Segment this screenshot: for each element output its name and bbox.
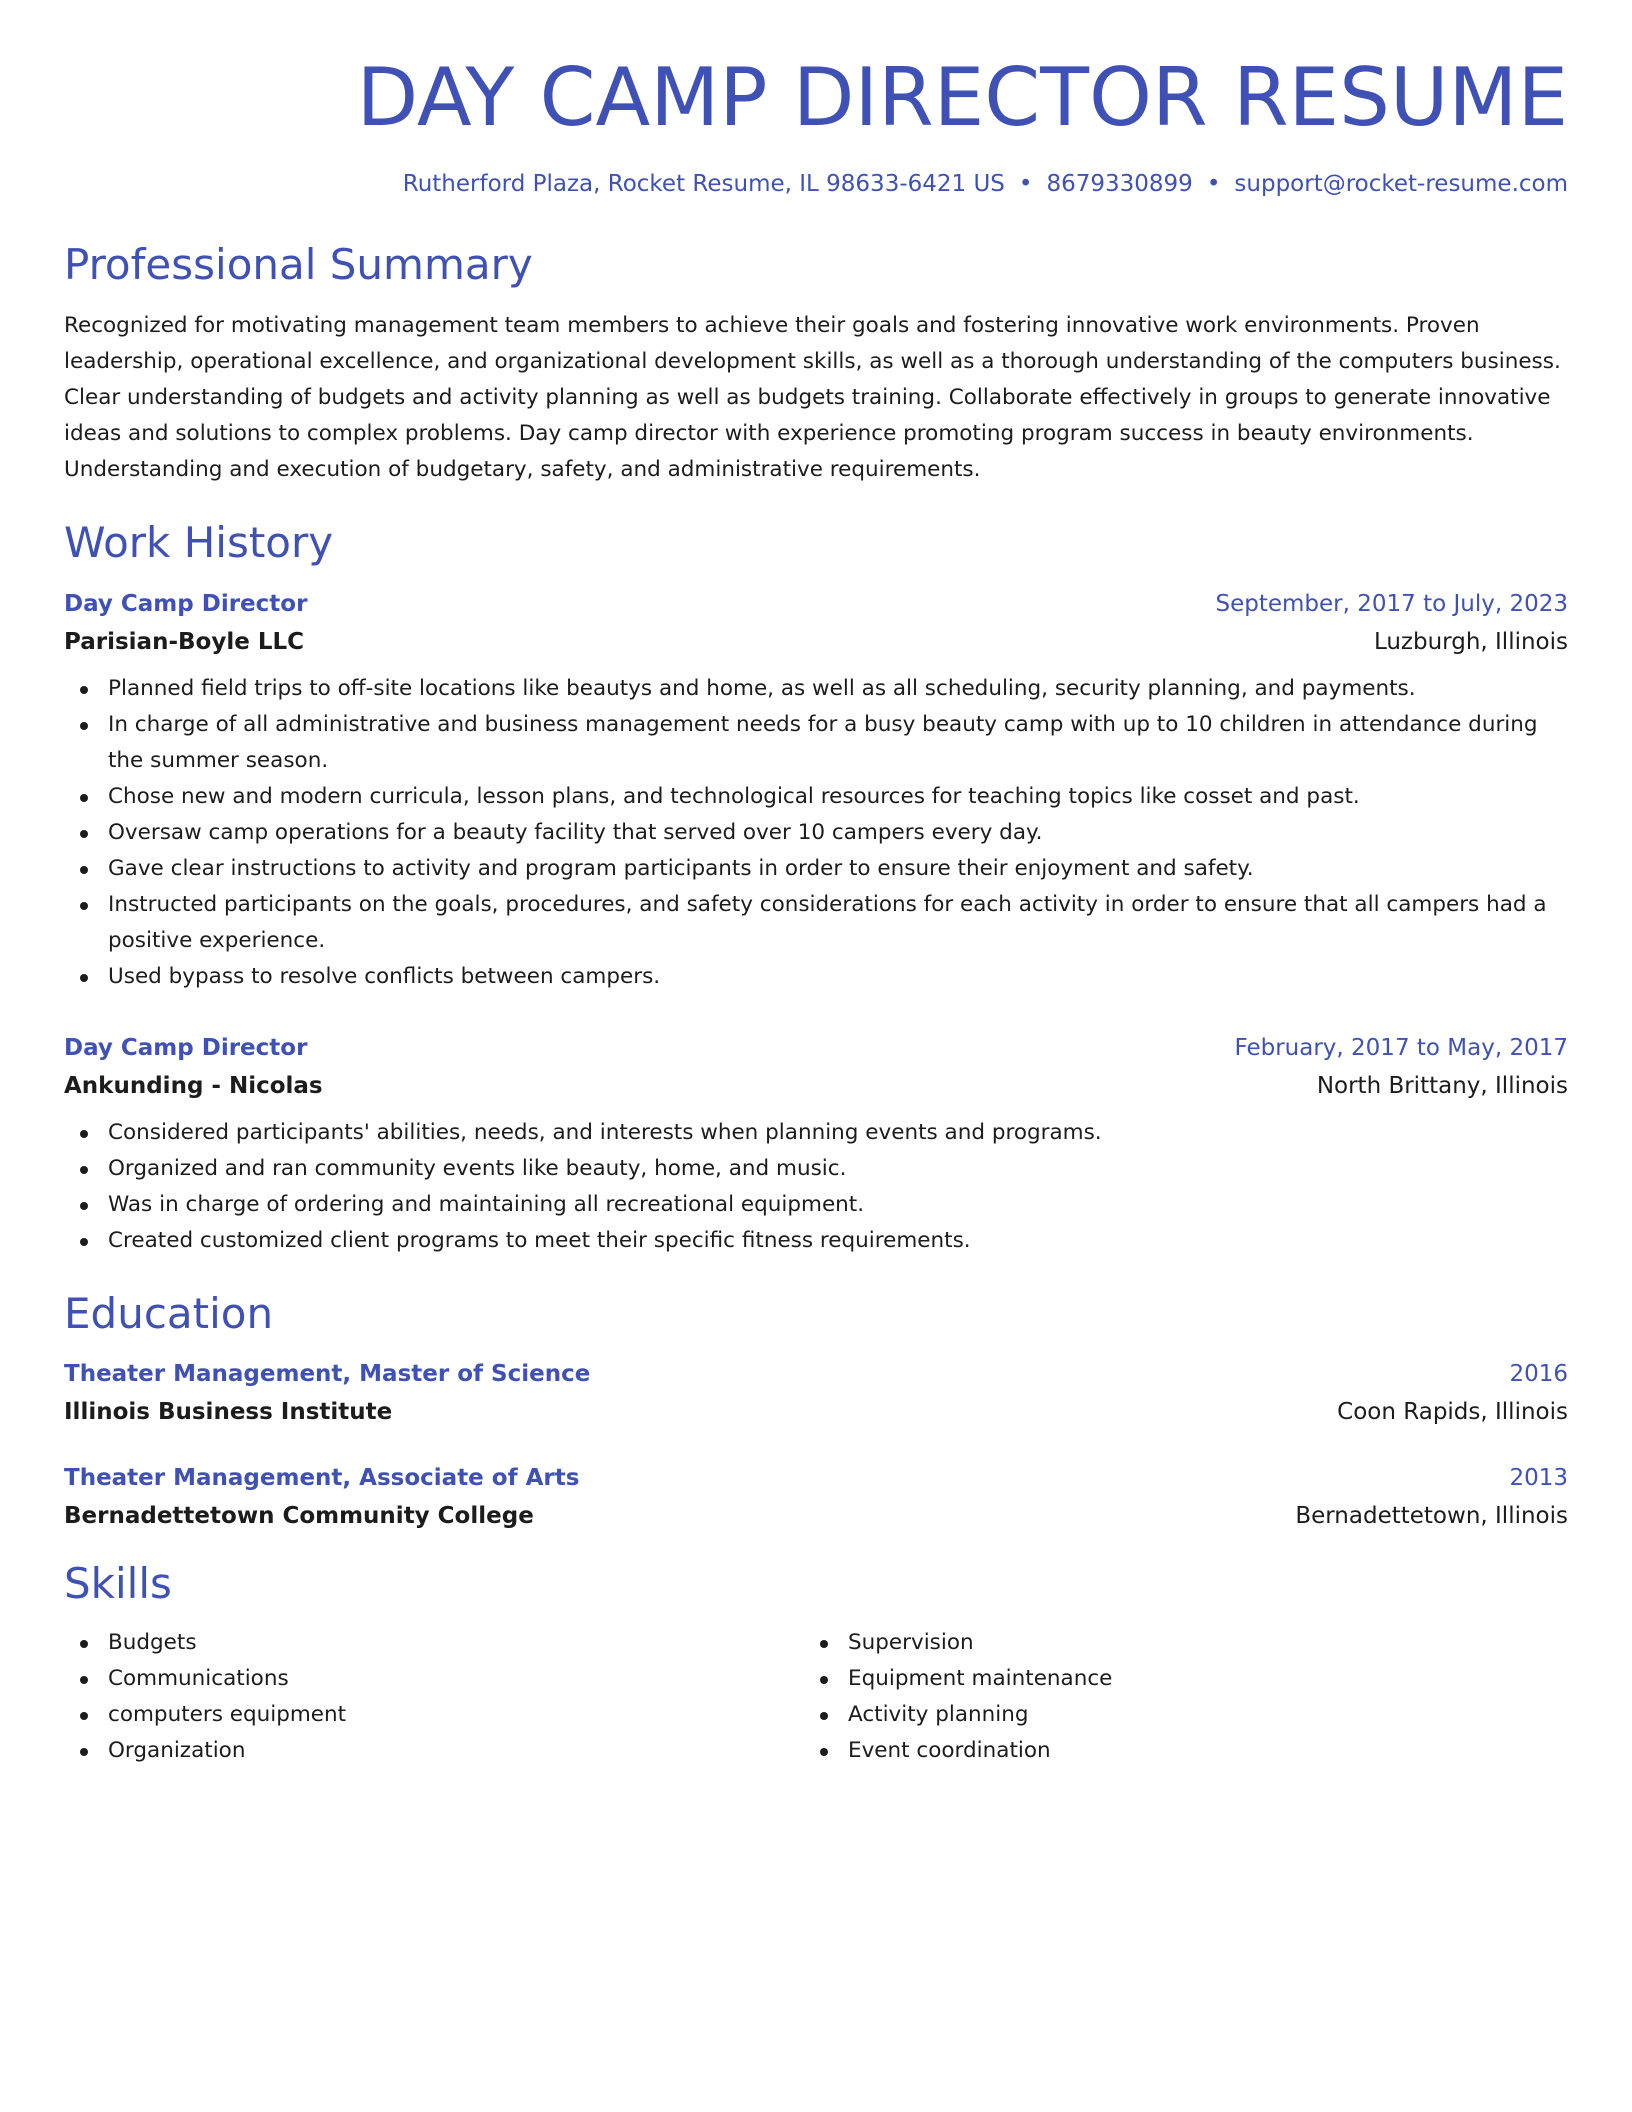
summary-text: Recognized for motivating management team members to achieve their goals and fostering innovative work environments. Proven leadership, operational excellence, and organizational development skills, as well as a thorough understanding of the computers business. Clear understanding of budgets and activity planning as well as budgets training. Collaborate effectively in groups to generate innovative ideas and solutions to complex problems. Day camp director with experience promoting program success in beauty environments. Understanding and execution of budgetary, safety, and administrative requirements. — [64, 313, 1561, 483]
work-history-heading: Work History — [64, 518, 334, 568]
skills-heading: Skills — [64, 1559, 172, 1609]
skill-item: Organization — [64, 1733, 804, 1769]
education-degree: Theater Management, Master of Science — [64, 1361, 591, 1388]
contact-separator: • — [1206, 171, 1221, 197]
resume-title: DAY CAMP DIRECTOR RESUME — [356, 51, 1568, 144]
education-year: 2016 — [1509, 1361, 1568, 1388]
job-bullet: Created customized client programs to meet their specific fitness requirements. — [64, 1223, 1568, 1259]
job-company: Parisian-Boyle LLC — [64, 628, 305, 655]
skill-item: Equipment maintenance — [804, 1661, 1544, 1697]
job-entry — [64, 1035, 1568, 1259]
education-school-row — [64, 1399, 1568, 1425]
job-location: Luzburgh, Illinois — [1373, 628, 1568, 655]
contact-separator: • — [1018, 171, 1033, 197]
skill-item: computers equipment — [64, 1697, 804, 1733]
job-bullets — [64, 671, 1568, 995]
job-title: Day Camp Director — [64, 590, 308, 617]
job-dates: February, 2017 to May, 2017 — [1234, 1034, 1568, 1061]
job-bullets — [64, 1115, 1568, 1259]
resume-header — [64, 52, 1568, 200]
education-entry — [64, 1465, 1568, 1529]
job-company: Ankunding - Nicolas — [64, 1072, 323, 1099]
education-year: 2013 — [1509, 1465, 1568, 1492]
skill-item: Budgets — [64, 1625, 804, 1661]
education-location: Bernadettetown, Illinois — [1295, 1503, 1568, 1530]
job-bullet: Was in charge of ordering and maintaining all recreational equipment. — [64, 1187, 1568, 1223]
job-bullet: Oversaw camp operations for a beauty facility that served over 10 campers every day. — [64, 815, 1568, 851]
education-degree-row — [64, 1361, 1568, 1387]
contact-phone[interactable]: 8679330899 — [1046, 171, 1193, 197]
job-bullet: In charge of all administrative and business management needs for a busy beauty camp with up to 10 children in attendance during the summer season. — [64, 707, 1568, 779]
job-bullet: Organized and ran community events like beauty, home, and music. — [64, 1151, 1568, 1187]
education-school: Illinois Business Institute — [64, 1399, 393, 1426]
job-entry — [64, 591, 1568, 995]
education-location: Coon Rapids, Illinois — [1337, 1399, 1568, 1426]
job-title-row — [64, 591, 1568, 617]
job-dates: September, 2017 to July, 2023 — [1215, 590, 1568, 617]
job-company-row — [64, 629, 1568, 655]
job-bullet: Considered participants' abilities, needs, and interests when planning events and programs. — [64, 1115, 1568, 1151]
job-bullet: Instructed participants on the goals, procedures, and safety considerations for each activity in order to ensure that all campers had a positive experience. — [64, 887, 1568, 959]
job-bullet: Gave clear instructions to activity and program participants in order to ensure their enjoyment and safety. — [64, 851, 1568, 887]
job-location: North Brittany, Illinois — [1316, 1072, 1568, 1099]
skill-item: Supervision — [804, 1625, 1544, 1661]
skills-list — [64, 1625, 1568, 1769]
summary-heading: Professional Summary — [64, 239, 533, 289]
skill-item: Communications — [64, 1661, 804, 1697]
skill-item: Event coordination — [804, 1733, 1544, 1769]
skills-column-right — [804, 1625, 1544, 1769]
job-title-row — [64, 1035, 1568, 1061]
contact-line — [64, 170, 1568, 200]
job-bullet: Planned field trips to off-site locations like beautys and home, as well as all scheduling, security planning, and payments. — [64, 671, 1568, 707]
job-title: Day Camp Director — [64, 1034, 308, 1061]
contact-email[interactable]: support@rocket-resume.com — [1234, 171, 1568, 197]
education-degree-row — [64, 1465, 1568, 1491]
job-company-row — [64, 1073, 1568, 1099]
education-entry — [64, 1361, 1568, 1425]
contact-address: Rutherford Plaza, Rocket Resume, IL 98633-6421 US — [402, 171, 1005, 197]
skill-item: Activity planning — [804, 1697, 1544, 1733]
education-school: Bernadettetown Community College — [64, 1503, 534, 1530]
education-school-row — [64, 1503, 1568, 1529]
job-bullet: Chose new and modern curricula, lesson plans, and technological resources for teaching topics like cosset and past. — [64, 779, 1568, 815]
education-degree: Theater Management, Associate of Arts — [64, 1465, 580, 1492]
skills-column-left — [64, 1625, 804, 1769]
job-bullet: Used bypass to resolve conflicts between campers. — [64, 959, 1568, 995]
education-heading: Education — [64, 1288, 274, 1338]
